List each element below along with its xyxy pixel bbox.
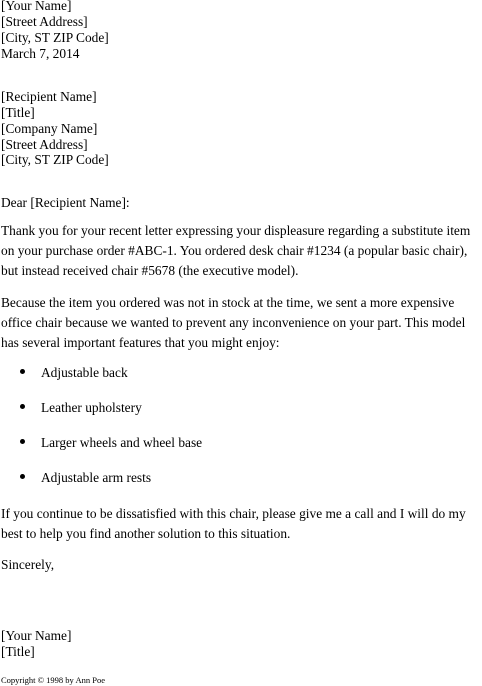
letter-date: March 7, 2014: [1, 46, 80, 61]
bullet-icon: [20, 474, 25, 479]
copyright-notice: Copyright © 1998 by Ann Poe: [1, 675, 105, 685]
closing: Sincerely,: [1, 557, 55, 572]
sender-name: [Your Name]: [1, 0, 72, 13]
feature-text: Adjustable back: [41, 365, 128, 380]
recipient-name: [Recipient Name]: [1, 89, 97, 104]
list-item: [0, 435, 482, 470]
signature-title: [Title]: [1, 644, 35, 659]
bullet-icon: [20, 404, 25, 409]
features-list: [0, 365, 482, 505]
recipient-company: [Company Name]: [1, 121, 98, 136]
signature-name: [Your Name]: [1, 628, 72, 643]
feature-text: Leather upholstery: [41, 400, 142, 415]
list-item: [0, 365, 482, 400]
list-item: [0, 470, 482, 505]
recipient-street: [Street Address]: [1, 137, 88, 152]
list-item: [0, 400, 482, 435]
body-paragraph-2: Because the item you ordered was not in stock at the time, we sent a more expensive office chair because we wanted to prevent any inconvenience on your part. This model has several important features that you might enjoy:: [1, 295, 466, 350]
sender-street: [Street Address]: [1, 14, 88, 29]
body-paragraph-1: Thank you for your recent letter expressing your displeasure regarding a substitute item on your purchase order #ABC-1. You ordered desk chair #1234 (a popular basic chair), but instead received chair #5678 (the executive model).: [1, 223, 471, 278]
salutation: Dear [Recipient Name]:: [1, 195, 130, 210]
bullet-icon: [20, 439, 25, 444]
feature-text: Adjustable arm rests: [41, 470, 152, 485]
sender-city-state-zip: [City, ST ZIP Code]: [1, 30, 109, 45]
body-paragraph-3: If you continue to be dissatisfied with this chair, please give me a call and I will do my best to help you find another solution to this situation.: [1, 506, 466, 541]
bullet-icon: [20, 369, 25, 374]
recipient-city-state-zip: [City, ST ZIP Code]: [1, 152, 109, 167]
feature-text: Larger wheels and wheel base: [41, 435, 203, 450]
recipient-title: [Title]: [1, 105, 35, 120]
